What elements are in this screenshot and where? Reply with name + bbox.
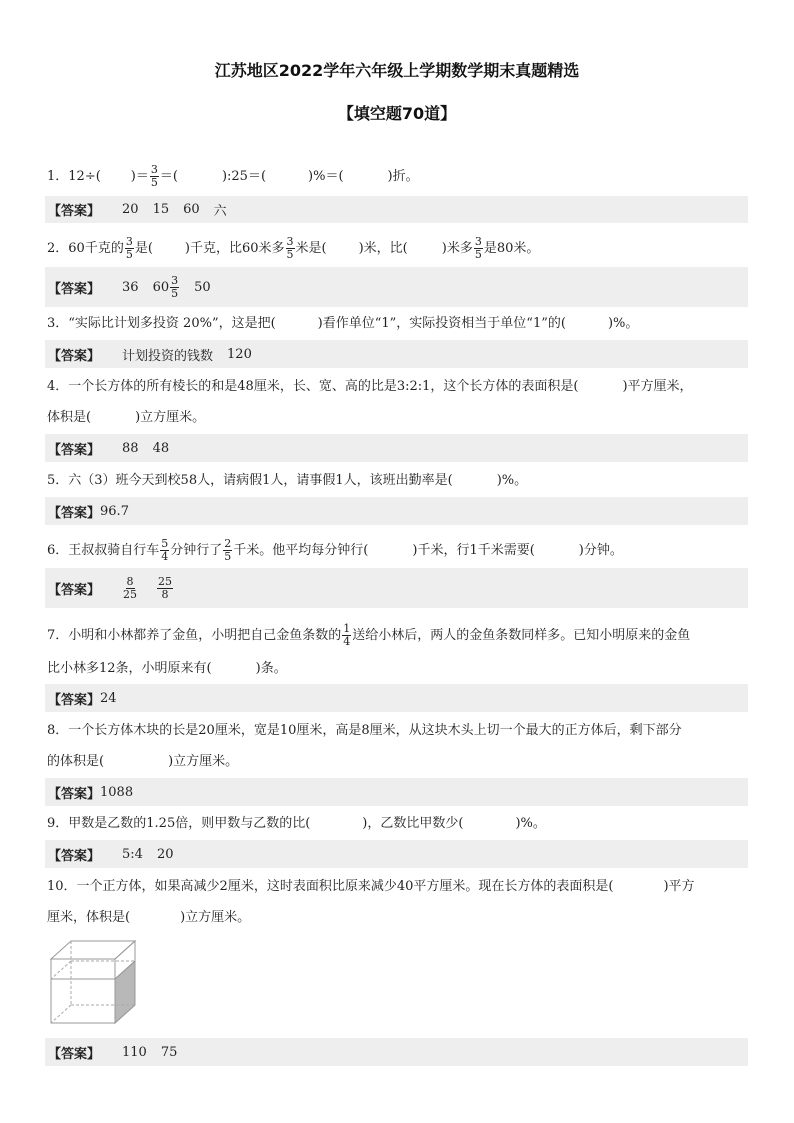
- answer-9: 【答案】 5:4 20: [45, 840, 748, 868]
- document-title: 江苏地区2022学年六年级上学期数学期末真题精选: [214, 61, 580, 80]
- question-8-line-2: 的体积是( )立方厘米。: [47, 754, 239, 769]
- answer-7: 【答案】 24: [45, 684, 748, 712]
- question-7-line-1: 7．小明和小林都养了金鱼，小明把自己金鱼条数的 $\frac{1}{4}$ 送给小林后，两人的金鱼条数同样多。已知小明原来的金鱼: [47, 622, 691, 648]
- answer-3: 【答案】 计划投资的钱数 120: [45, 340, 748, 368]
- answer-8: 【答案】 1088: [45, 778, 748, 806]
- question-4-line-2: 体积是( )立方厘米。: [47, 410, 206, 425]
- cube-diagram: [47, 937, 139, 1029]
- answer-1: 【答案】 20 15 60 六: [45, 196, 748, 223]
- question-6: 6．王叔叔骑自行车 $\frac{5}{4}$ 分钟行了 $\frac{2}{5}$ 千米。他平均每分钟行( )千米，行1千米需要( )分钟。: [47, 537, 623, 563]
- question-2: 2．60千克的 $\frac{3}{5}$ 是( )千克，比60米多 $\frac{3}{5}$ 米是( )米，比( )米多 $\frac{3}{5}$ 是80米。: [47, 235, 540, 261]
- question-7-line-2: 比小林多12条，小明原来有( )条。: [47, 661, 287, 676]
- cube-front-face: [51, 959, 115, 1023]
- question-10-line-2: 厘米，体积是( )立方厘米。: [47, 910, 251, 925]
- question-10-line-1: 10．一个正方体，如果高减少2厘米，这时表面积比原来减少40平方厘米。现在长方体的表面积是( )平方: [47, 879, 695, 894]
- question-4-line-1: 4．一个长方体的所有棱长的和是48厘米，长、宽、高的比是3:2:1，这个长方体的表面积是( )平方厘米，: [47, 379, 693, 394]
- fraction: $\frac{3}{5}$: [150, 163, 158, 189]
- document-subtitle: 【填空题70道】: [337, 104, 457, 123]
- answer-4: 【答案】 88 48: [45, 434, 748, 462]
- question-1: 1．12÷( )＝ $\frac{3}{5}$ ＝( ):25＝( )%＝( )折。: [47, 163, 419, 189]
- answer-2: 【答案】 36 60 3 5 50: [45, 267, 748, 307]
- answer-6: 【答案】 8 25 25 8: [45, 568, 748, 608]
- answer-5: 【答案】 96.7: [45, 497, 748, 525]
- question-5: 5．六（3）班今天到校58人，请病假1人，请事假1人，该班出勤率是( )%。: [47, 473, 528, 488]
- answer-10: 【答案】 110 75: [45, 1038, 748, 1066]
- question-3: 3．“实际比计划多投资 20%”，这是把( )看作单位“1”，实际投资相当于单位“1”的( )%。: [47, 316, 639, 331]
- cube-top-face: [51, 941, 135, 959]
- question-8-line-1: 8．一个长方体木块的长是20厘米，宽是10厘米，高是8厘米，从这块木头上切一个最大的正方体后，剩下部分: [47, 723, 682, 738]
- question-9: 9．甲数是乙数的1.25倍，则甲数与乙数的比( )，乙数比甲数少( )%。: [47, 816, 546, 831]
